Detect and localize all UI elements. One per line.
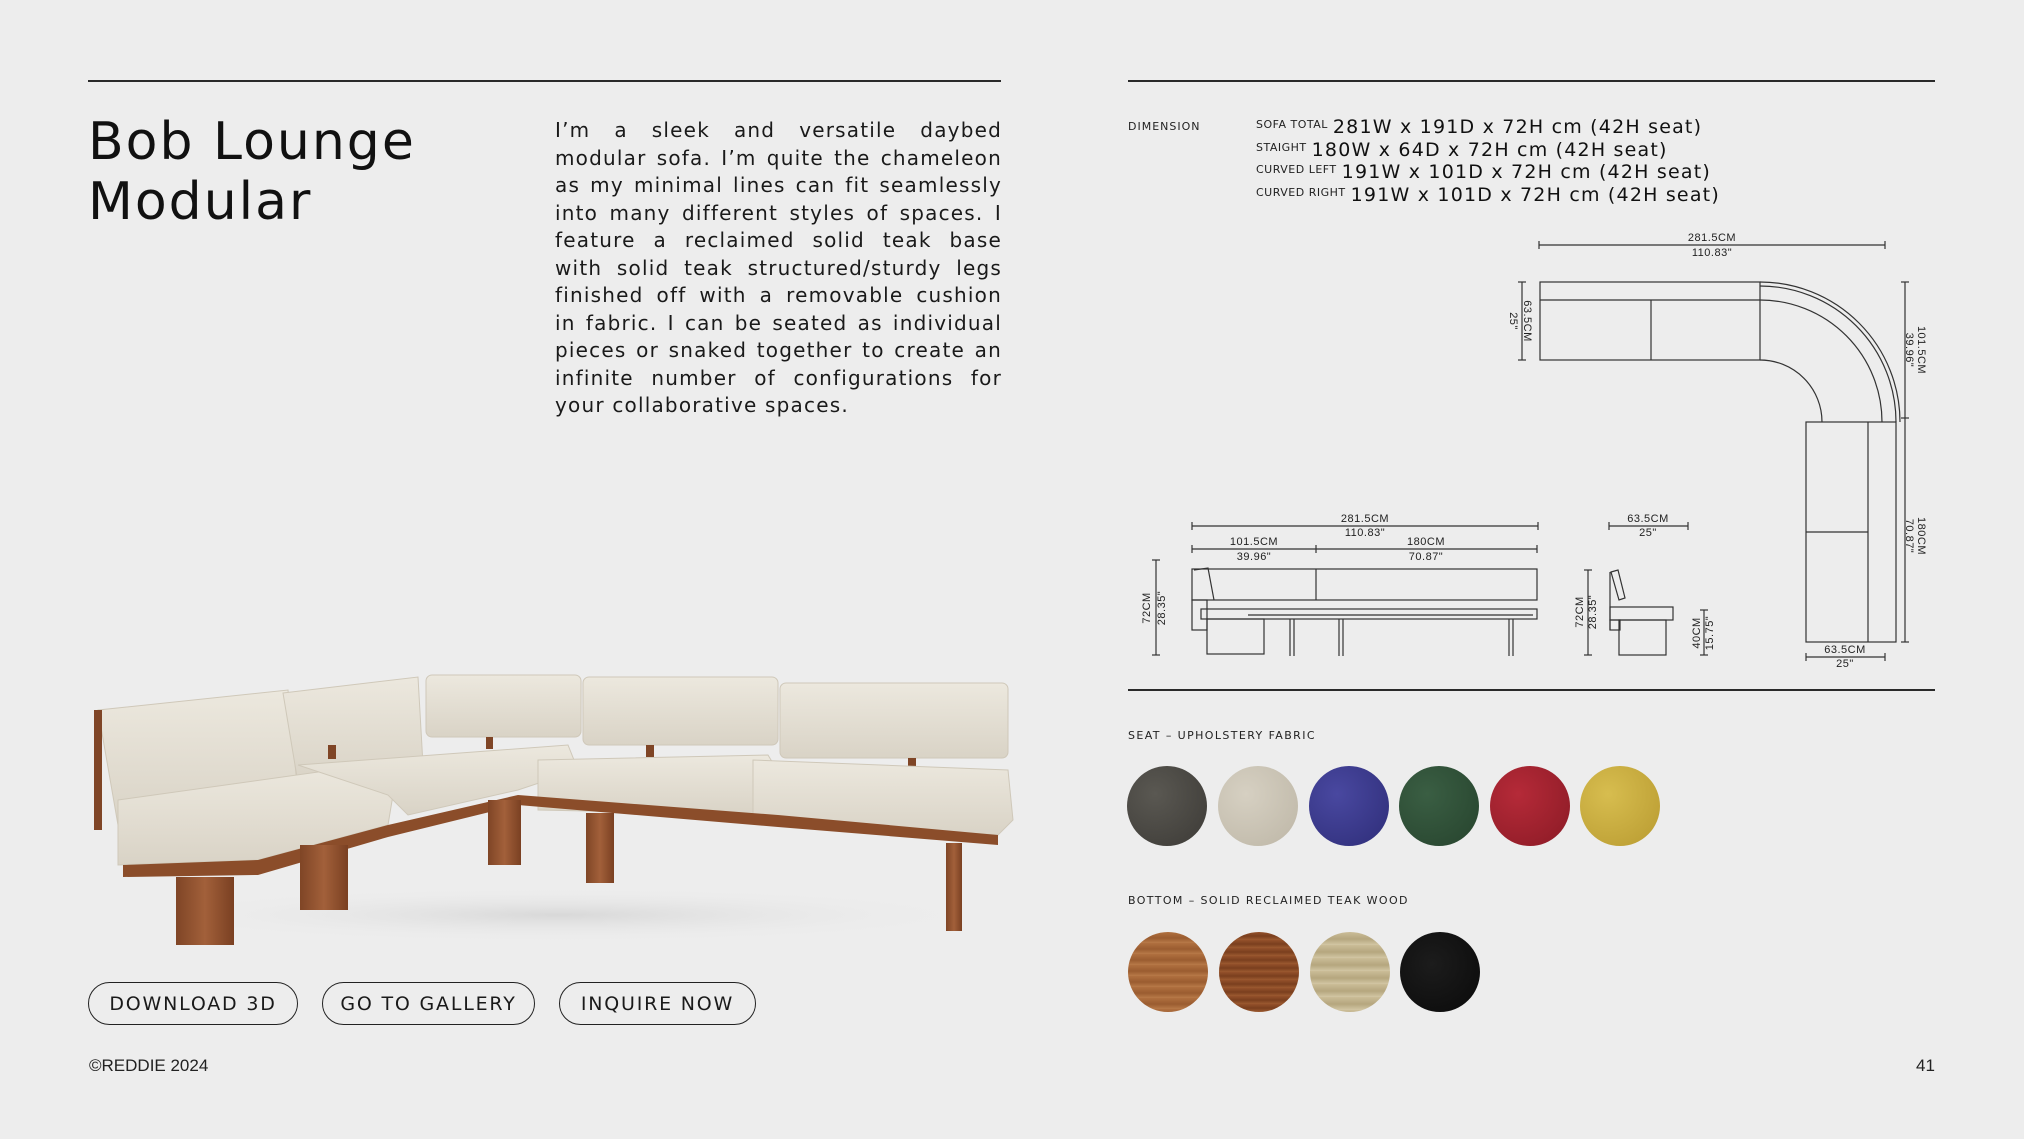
svg-text:281.5CM: 281.5CM (1340, 513, 1390, 525)
drawing-divider (1128, 689, 1935, 691)
svg-text:72CM: 72CM (1574, 596, 1586, 628)
svg-text:25": 25" (1639, 527, 1657, 539)
svg-text:28.35": 28.35" (1587, 594, 1599, 630)
svg-text:70.87": 70.87" (1408, 551, 1444, 563)
dimension-key: CURVED LEFT (1256, 163, 1337, 176)
svg-text:63.5CM: 63.5CM (1627, 513, 1669, 525)
fabric-swatch-oatmeal[interactable] (1218, 766, 1298, 846)
top-view-drawing (1507, 232, 1927, 670)
wood-swatch-natural-teak[interactable] (1128, 932, 1208, 1012)
dimension-value: 281W x 191D x 72H cm (42H seat) (1332, 116, 1703, 138)
fabric-swatch-forest-green[interactable] (1399, 766, 1479, 846)
fabric-swatch-mustard[interactable] (1580, 766, 1660, 846)
top-rule-left (88, 80, 1001, 82)
wood-swatch-bleached-teak[interactable] (1310, 932, 1390, 1012)
svg-text:63.5CM: 63.5CM (1824, 644, 1866, 656)
fabric-swatch-crimson[interactable] (1490, 766, 1570, 846)
product-title (88, 112, 508, 232)
inquire-now-button[interactable]: INQUIRE NOW (559, 982, 756, 1025)
svg-text:25": 25" (1836, 658, 1854, 670)
svg-text:70.87": 70.87" (1903, 518, 1915, 554)
fabric-swatch-indigo[interactable] (1309, 766, 1389, 846)
fabric-swatch-charcoal[interactable] (1127, 766, 1207, 846)
technical-drawing (1128, 220, 1938, 675)
svg-text:180CM: 180CM (1407, 536, 1445, 548)
svg-text:15.75": 15.75" (1704, 615, 1716, 651)
dimension-value: 180W x 64D x 72H cm (42H seat) (1311, 138, 1668, 161)
download-3d-button[interactable]: DOWNLOAD 3D (88, 982, 298, 1025)
wood-swatch-dark-teak[interactable] (1219, 932, 1299, 1012)
page-number: 41 (1916, 1056, 1935, 1075)
title-line-1: Bob Lounge (88, 112, 416, 172)
copyright-text: ©REDDIE 2024 (89, 1056, 209, 1075)
svg-text:25": 25" (1507, 312, 1519, 330)
dimension-list (1256, 116, 1720, 206)
top-rule-right (1128, 80, 1935, 82)
dimension-value: 191W x 101D x 72H cm (42H seat) (1341, 161, 1711, 183)
svg-text:281.5CM: 281.5CM (1687, 232, 1737, 244)
dimension-row-curved-right (1256, 184, 1720, 207)
dimension-row-curved-left (1256, 161, 1720, 184)
svg-text:101.5CM: 101.5CM (1229, 536, 1279, 548)
front-view-drawing (1141, 513, 1538, 656)
svg-text:180CM: 180CM (1915, 517, 1927, 555)
side-view-drawing (1574, 513, 1716, 655)
dimension-key: STAIGHT (1256, 140, 1307, 154)
dimension-key: CURVED RIGHT (1256, 185, 1346, 199)
title-line-2: Modular (88, 172, 313, 232)
bottom-wood-label: BOTTOM – SOLID RECLAIMED TEAK WOOD (1128, 894, 1409, 907)
dimension-row-sofa-total (1256, 116, 1720, 139)
svg-text:40CM: 40CM (1691, 617, 1703, 649)
svg-text:28.35": 28.35" (1156, 590, 1168, 626)
wood-swatch-black-teak[interactable] (1400, 932, 1480, 1012)
seat-fabric-label: SEAT – UPHOLSTERY FABRIC (1128, 729, 1316, 742)
go-to-gallery-button[interactable]: GO TO GALLERY (322, 982, 535, 1025)
svg-text:110.83": 110.83" (1691, 247, 1733, 259)
dimension-key: SOFA TOTAL (1256, 118, 1328, 131)
svg-text:72CM: 72CM (1141, 592, 1153, 624)
svg-text:63.5CM: 63.5CM (1521, 300, 1533, 342)
svg-text:39.96": 39.96" (1903, 332, 1915, 368)
sofa-product-image (88, 665, 1028, 945)
svg-text:101.5CM: 101.5CM (1915, 325, 1927, 375)
svg-text:39.96": 39.96" (1236, 551, 1272, 563)
product-description: I’m a sleek and versatile daybed modular sofa. I’m quite the chameleon as my minimal lines can fit seamlessly into many different styles of spaces. I feature a reclaimed solid teak base with solid teak structured/sturdy legs finished off with a removable cushion in fabric. I can be seated as individual pieces or snaked together to create an infinite number of configurations for your collaborative spaces. (555, 118, 1002, 417)
dimension-value: 191W x 101D x 72H cm (42H seat) (1350, 183, 1720, 206)
dimension-label: DIMENSION (1128, 120, 1201, 133)
svg-text:110.83": 110.83" (1344, 527, 1386, 539)
dimension-row-straight (1256, 139, 1720, 162)
